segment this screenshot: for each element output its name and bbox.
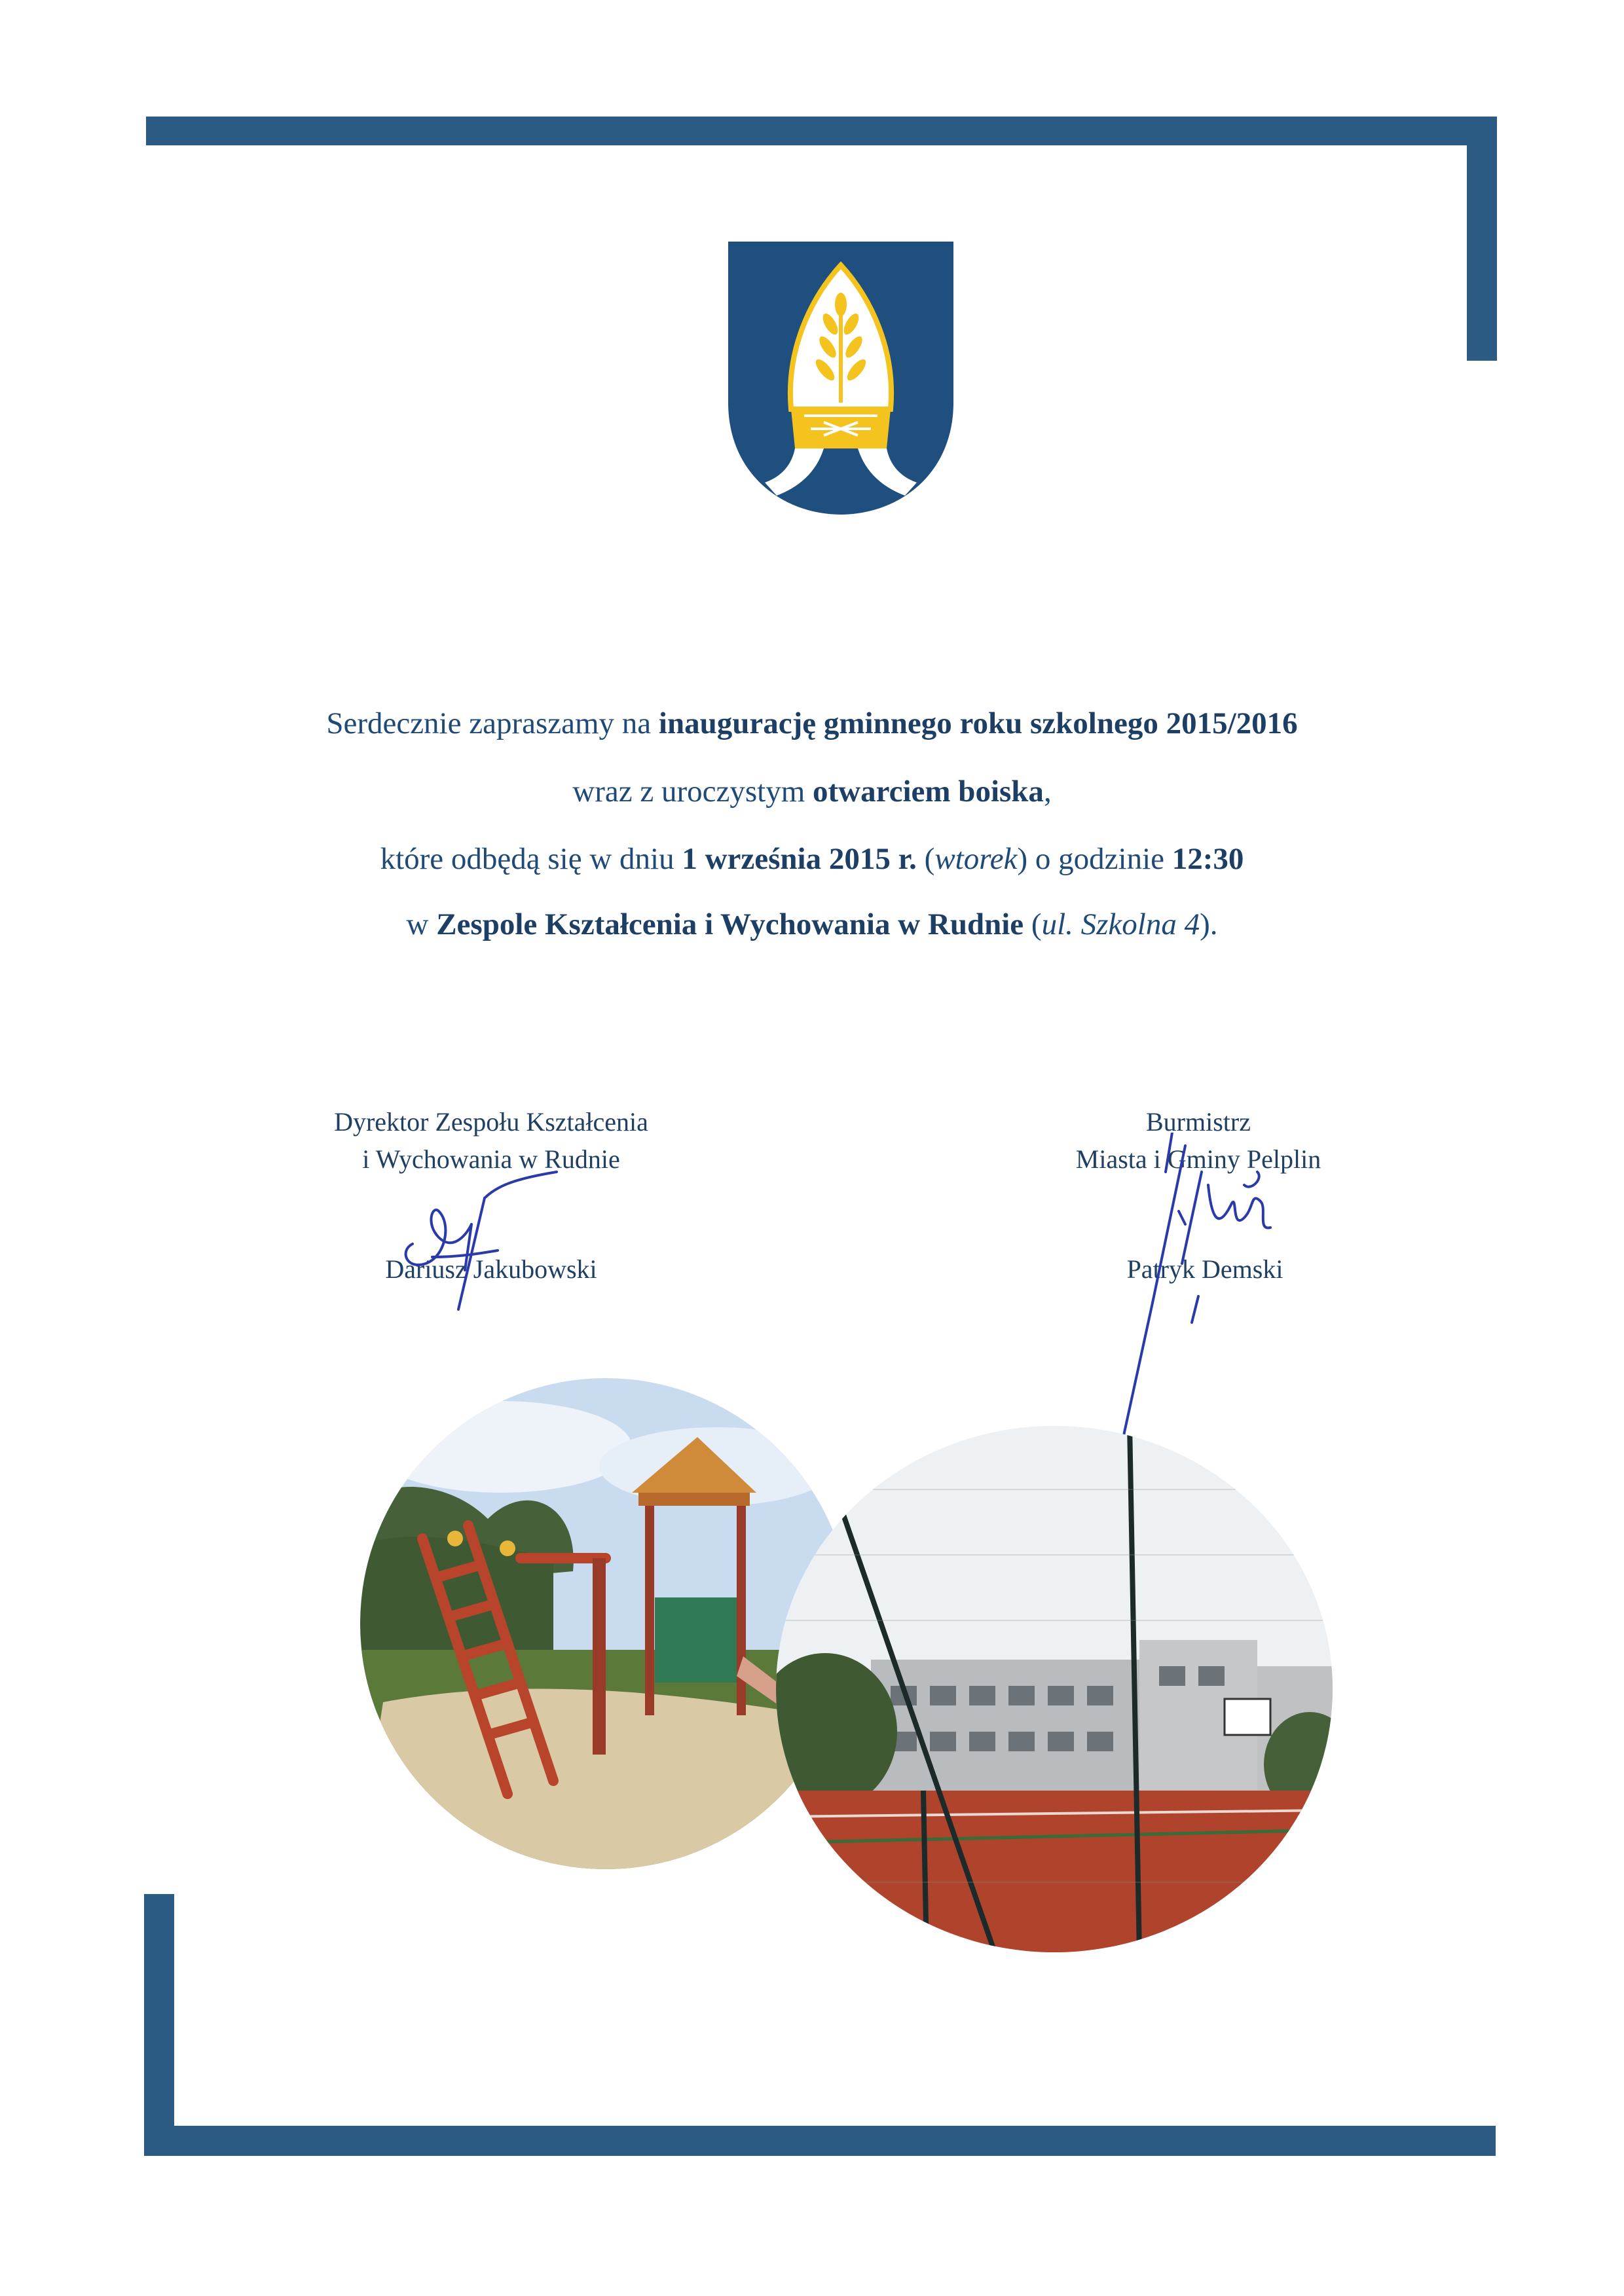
left-signatory-title-line-2: i Wychowania w Rudnie bbox=[362, 1144, 620, 1174]
invitation-line-3: które odbędą się w dniu 1 września 2015 r. (wtorek) o godzinie 12:30 bbox=[380, 842, 1244, 876]
right-signatory-name: Patryk Demski bbox=[1126, 1254, 1283, 1284]
frame-top-bar bbox=[146, 117, 1497, 145]
invitation-line-4: w Zespole Kształcenia i Wychowania w Rudnie (ul. Szkolna 4). bbox=[406, 907, 1218, 941]
right-signatory-title-line-1: Burmistrz bbox=[1146, 1107, 1251, 1137]
invitation-line-2: wraz z uroczystym otwarciem boiska, bbox=[572, 774, 1052, 809]
frame-right-bar bbox=[1467, 117, 1497, 361]
handwritten-signature-right bbox=[1035, 1133, 1310, 1453]
handwritten-signature-left bbox=[393, 1159, 583, 1316]
invitation-line-1: Serdecznie zapraszamy na inaugurację gminnego roku szkolnego 2015/2016 bbox=[326, 706, 1298, 740]
sports-pitch-photo bbox=[773, 1424, 1336, 1954]
left-signatory-name: Dariusz Jakubowski bbox=[385, 1254, 597, 1284]
frame-left-bar bbox=[144, 1894, 174, 2156]
coat-of-arms-icon bbox=[726, 239, 956, 517]
frame-bottom-bar bbox=[144, 2126, 1496, 2156]
right-signatory-title-line-2: Miasta i Gminy Pelplin bbox=[1075, 1144, 1321, 1174]
left-signatory-title-line-1: Dyrektor Zespołu Kształcenia bbox=[334, 1107, 648, 1137]
